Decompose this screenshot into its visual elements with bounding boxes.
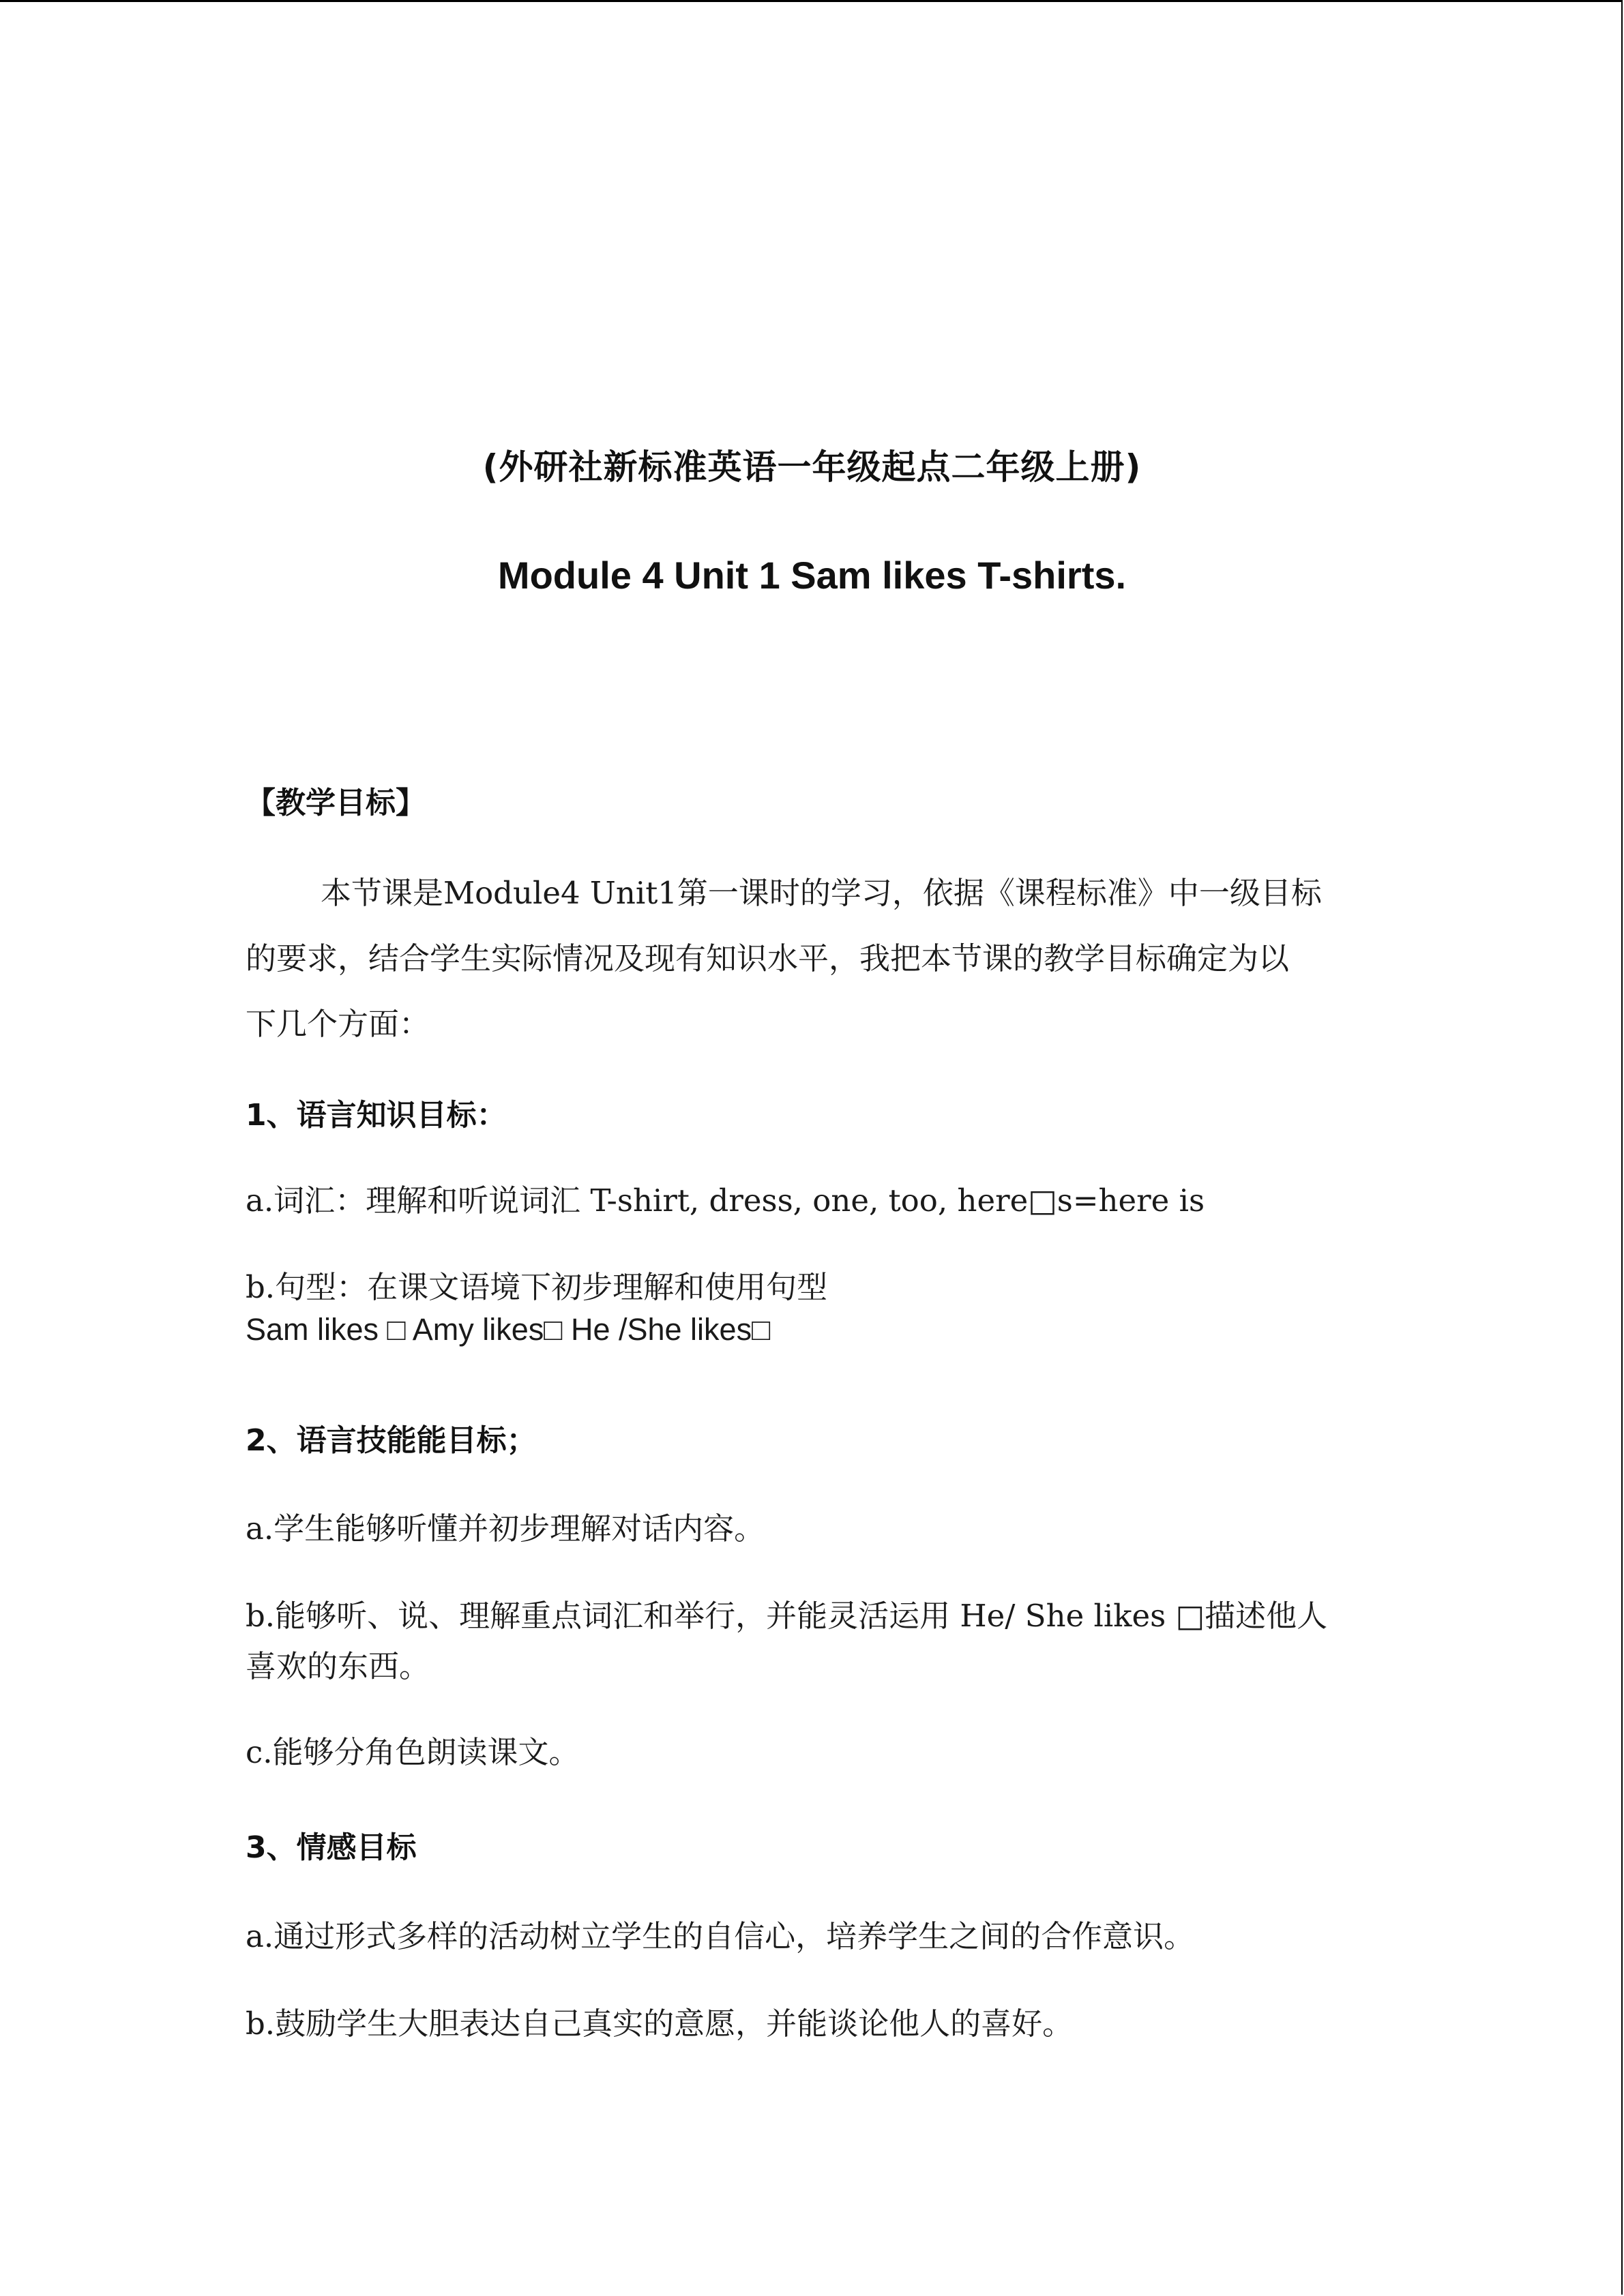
skills-item-b-line-2: 喜欢的东西。 (246, 1648, 430, 1684)
emotion-item-b: b.鼓励学生大胆表达自己真实的意愿，并能谈论他人的喜好。 (246, 2006, 1074, 2042)
emotion-item-a: a.通过形式多样的活动树立学生的自信心，培养学生之间的合作意识。 (246, 1918, 1195, 1954)
section-heading-teaching-goals: 【教学目标】 (246, 786, 426, 820)
skills-item-a: a.学生能够听懂并初步理解对话内容。 (246, 1510, 765, 1547)
skills-item-b-line-1: b.能够听、说、理解重点词汇和举行，并能灵活运用 He/ She likes □描述他人 (246, 1598, 1328, 1634)
heading-language-skills: 2、语言技能能目标； (246, 1423, 537, 1458)
document-subtitle: (外研社新标准英语一年级起点二年级上册) (482, 447, 1142, 487)
vocabulary-line: a.词汇：理解和听说词汇 T-shirt, dress, one, too, here□s=here is (246, 1182, 1205, 1219)
heading-emotional-goals: 3、情感目标 (246, 1830, 417, 1865)
intro-paragraph-line-2: 的要求，结合学生实际情况及现有知识水平，我把本节课的教学目标确定为以 (246, 940, 1290, 976)
intro-paragraph-line-3: 下几个方面： (246, 1006, 430, 1042)
intro-paragraph-line-1: 本节课是Module4 Unit1第一课时的学习，依据《课程标准》中一级目标 (321, 875, 1322, 911)
document-title: Module 4 Unit 1 Sam likes T-shirts. (497, 554, 1127, 597)
skills-item-c: c.能够分角色朗读课文。 (246, 1734, 580, 1770)
sentence-pattern-label: b.句型：在课文语境下初步理解和使用句型 (246, 1269, 828, 1305)
sentence-pattern-examples: Sam likes □ Amy likes□ He /She likes□ (246, 1312, 771, 1347)
heading-language-knowledge: 1、语言知识目标： (246, 1098, 507, 1133)
